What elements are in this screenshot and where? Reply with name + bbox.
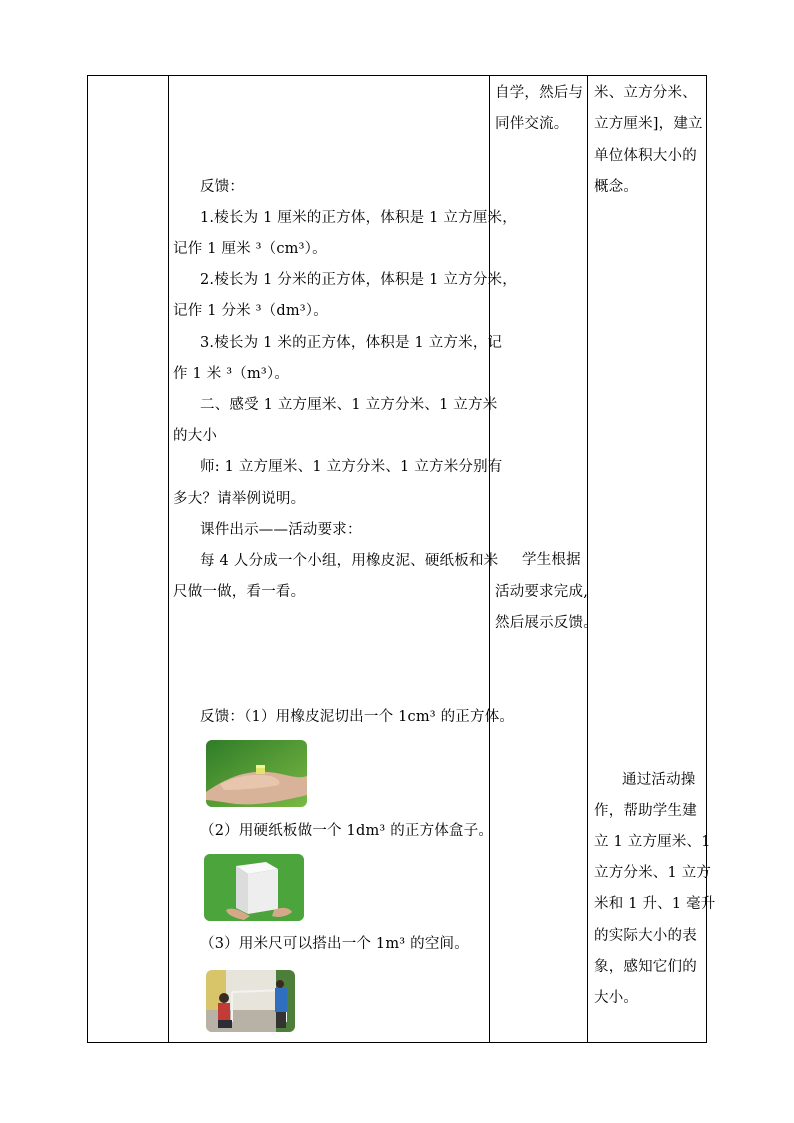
intent-line: 立 1 立方厘米、1 bbox=[594, 834, 711, 850]
cardboard-cube-box-photo bbox=[204, 854, 304, 921]
section-heading: 二、感受 1 立方厘米、1 立方分米、1 立方米 bbox=[200, 397, 498, 413]
text-line: 课件出示——活动要求： bbox=[200, 522, 362, 538]
method-line: 然后展示反馈。 bbox=[495, 615, 598, 631]
text-line: （2）用硬纸板做一个 1dm³ 的正方体盒子。 bbox=[200, 823, 494, 839]
text-line: 1.棱长为 1 厘米的正方体，体积是 1 立方厘米， bbox=[200, 210, 517, 226]
text-line: 记作 1 厘米 ³（cm³）。 bbox=[173, 241, 327, 257]
text-line: 作 1 米 ³（m³）。 bbox=[173, 366, 290, 382]
intent-line: 象，感知它们的 bbox=[594, 959, 697, 975]
intent-line: 米和 1 升、1 毫升 bbox=[594, 896, 716, 912]
intent-line: 立方分米、1 立方 bbox=[594, 865, 712, 881]
intent-line: 大小。 bbox=[594, 990, 639, 1006]
meter-stick-cube-space-photo bbox=[206, 970, 295, 1032]
text-line: 2.棱长为 1 分米的正方体，体积是 1 立方分米， bbox=[200, 272, 517, 288]
hand-holding-clay-cube-photo bbox=[206, 740, 307, 807]
feedback-label: 反馈： bbox=[200, 179, 245, 195]
column-divider bbox=[168, 76, 169, 1042]
section-heading: 的大小 bbox=[173, 428, 218, 444]
method-line: 同伴交流。 bbox=[495, 116, 569, 132]
text-line: 尺做一做，看一看。 bbox=[173, 584, 306, 600]
intent-line: 作，帮助学生建 bbox=[594, 803, 697, 819]
intent-line: 单位体积大小的 bbox=[594, 148, 697, 164]
column-divider bbox=[587, 76, 588, 1042]
intent-line: 立方厘米]，建立 bbox=[594, 116, 703, 132]
text-line: 记作 1 分米 ³（dm³）。 bbox=[173, 303, 328, 319]
text-line: （3）用米尺可以搭出一个 1m³ 的空间。 bbox=[200, 936, 469, 952]
method-line: 活动要求完成, bbox=[495, 584, 589, 600]
intent-line: 概念。 bbox=[594, 179, 639, 195]
text-line: 多大？请举例说明。 bbox=[173, 491, 306, 507]
text-line: 每 4 人分成一个小组，用橡皮泥、硬纸板和米 bbox=[200, 553, 499, 569]
text-line: 反馈：（1）用橡皮泥切出一个 1cm³ 的正方体。 bbox=[200, 709, 515, 725]
method-line: 学生根据 bbox=[522, 552, 581, 568]
intent-line: 通过活动操 bbox=[622, 772, 696, 788]
text-line: 3.棱长为 1 米的正方体，体积是 1 立方米，记 bbox=[200, 335, 503, 351]
intent-line: 的实际大小的表 bbox=[594, 928, 697, 944]
text-line: 师: 1 立方厘米、1 立方分米、1 立方米分别有 bbox=[200, 459, 503, 475]
method-line: 自学，然后与 bbox=[495, 85, 584, 101]
intent-line: 米、立方分米、 bbox=[594, 85, 697, 101]
